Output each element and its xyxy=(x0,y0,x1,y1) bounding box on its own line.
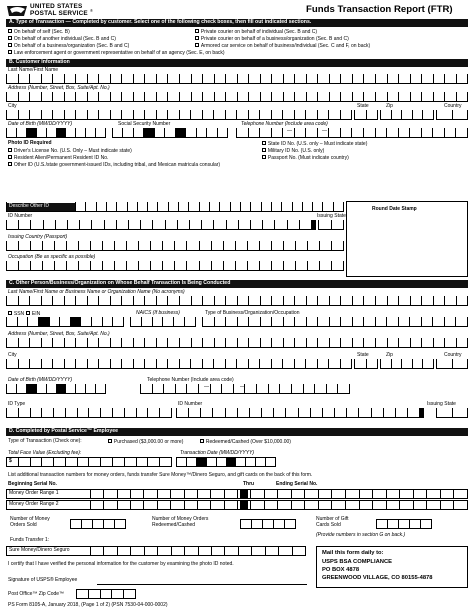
b-issuing-state-label: Issuing State xyxy=(317,213,346,219)
checkbox[interactable] xyxy=(200,439,204,443)
id-military[interactable]: Military ID No. (U.S. only) xyxy=(262,148,324,155)
form-title: Funds Transaction Report (FTR) xyxy=(306,4,453,15)
option-business[interactable]: On behalf of a business/organization (Sec. B and C) xyxy=(8,43,129,50)
b-address-field[interactable] xyxy=(6,92,468,102)
c-id-type-field[interactable] xyxy=(6,408,172,418)
b-state-field[interactable] xyxy=(354,110,378,120)
d-sure-money-label: Sure Money/Dinero Seguro xyxy=(9,547,70,553)
checkbox[interactable] xyxy=(8,311,12,315)
d-funds-transfer-label: Funds Transfer 1: xyxy=(10,537,50,543)
b-country-label: Country xyxy=(444,103,462,109)
c-telephone-separator: — xyxy=(240,384,245,390)
b-occupation-label: Occupation (Be as specific as possible) xyxy=(8,254,96,260)
c-business-type-field[interactable] xyxy=(202,317,468,327)
b-name-label: Last Name/First Name xyxy=(8,67,59,73)
c-ssn-ein-field[interactable] xyxy=(6,317,124,327)
d-mo-range1-label: Money Order Range 1 xyxy=(9,490,59,496)
d-gift-note: (Provide numbers in section G on back.) xyxy=(316,532,406,538)
c-name-label: Last Name/First Name or Business Name or Organization Name (No acronyms) xyxy=(8,289,185,295)
d-num-gift-label: Number of Gift Cards Sold xyxy=(316,516,349,528)
b-issuing-country-field[interactable] xyxy=(6,241,344,251)
c-telephone-field[interactable] xyxy=(140,384,350,394)
c-ssn-option[interactable]: SSN xyxy=(8,311,24,318)
id-state-id[interactable]: State ID No. (U.S. only – Must indicate state) xyxy=(262,141,367,148)
c-id-number-separator xyxy=(420,408,424,418)
c-issuing-state-label: Issuing State xyxy=(427,401,456,407)
checkbox[interactable] xyxy=(108,439,112,443)
c-id-number-field[interactable] xyxy=(176,408,420,418)
photo-id-required: Photo ID Required xyxy=(8,140,52,146)
c-naics-field[interactable] xyxy=(130,317,196,327)
c-telephone-separator: — xyxy=(204,384,209,390)
d-mo-range2-begin-field[interactable] xyxy=(90,500,238,510)
checkbox[interactable] xyxy=(262,148,266,152)
d-post-office-zip-field[interactable] xyxy=(76,589,136,599)
c-dob-label: Date of Birth (MM/DD/YYYY) xyxy=(8,377,73,383)
org-name-line1: UNITED STATES xyxy=(30,3,83,10)
d-mo-range2-end-field[interactable] xyxy=(250,500,468,510)
c-city-field[interactable] xyxy=(6,359,352,369)
d-thru-label: Thru xyxy=(243,481,255,487)
checkbox[interactable] xyxy=(8,148,12,152)
c-id-type-label: ID Type xyxy=(8,401,26,407)
c-id-number-label: ID Number xyxy=(178,401,203,407)
c-name-field[interactable] xyxy=(6,296,468,306)
c-business-type-label: Type of Business/Organization/Occupation xyxy=(205,310,300,316)
d-num-mo-sold-label: Number of Money Orders Sold xyxy=(10,516,50,528)
c-naics-label: NAICS (If business) xyxy=(136,310,180,316)
c-zip-field[interactable] xyxy=(380,359,434,369)
section-a-heading: A. Type of Transaction — Completed by customer. Select one of the following check boxes, then fill out indicated sections. xyxy=(6,19,468,27)
c-state-field[interactable] xyxy=(354,359,378,369)
d-signature-label: Signature of USPS® Employee xyxy=(8,577,78,583)
d-tx-type-label: Type of Transaction (Check one): xyxy=(8,438,82,444)
d-ending-serial-label: Ending Serial No. xyxy=(276,481,318,487)
section-d-heading: D. Completed by Postal Service™ Employee xyxy=(6,428,468,436)
checkbox[interactable] xyxy=(8,29,12,33)
d-num-mo-sold-field[interactable] xyxy=(70,519,126,529)
b-dob-label: Date of Birth (MM/DD/YYYY) xyxy=(8,121,73,127)
d-dollar-sign: $ xyxy=(9,458,12,464)
d-purchased-option[interactable]: Purchased ($3,000.00 or more) xyxy=(108,439,183,446)
round-date-stamp-label: Round Date Stamp xyxy=(372,206,417,212)
d-mo-range2-label: Money Order Range 2 xyxy=(9,501,59,507)
b-zip-field[interactable] xyxy=(380,110,434,120)
section-c-heading: C. Other Person/Business/Organization on Whose Behalf Transaction Is Being Conducted xyxy=(6,280,468,288)
mail-to-line3: GREENWOOD VILLAGE, CO 80155-4878 xyxy=(322,575,433,581)
d-num-mo-redeemed-field[interactable] xyxy=(240,519,296,529)
b-ssn-label: Social Security Number xyxy=(118,121,171,127)
d-num-mo-redeemed-label: Number of Money Orders Redeemed/Cashed xyxy=(152,516,209,528)
b-ssn-field[interactable] xyxy=(112,128,228,138)
c-ein-option[interactable]: EIN xyxy=(26,311,40,318)
describe-other-id-label: Describe Other ID xyxy=(9,203,50,209)
checkbox[interactable] xyxy=(195,36,199,40)
checkbox[interactable] xyxy=(8,162,12,166)
b-issuing-country-label: Issuing Country (Passport) xyxy=(8,234,68,240)
option-self[interactable]: On behalf of self (Sec. B) xyxy=(8,29,70,36)
d-post-office-zip-label: Post Office™ Zip Code™ xyxy=(8,591,65,597)
option-courier-individual[interactable]: Private courier on behalf of individual (Sec. B and C) xyxy=(195,29,317,36)
option-armored-car[interactable]: Armored car service on behalf of business/individual (Sec. C and F, on back) xyxy=(195,43,370,50)
d-sure-money-field[interactable] xyxy=(90,546,306,556)
d-total-face-value-label: Total Face Value (Excluding fee): xyxy=(8,450,82,456)
b-issuing-state-field[interactable] xyxy=(318,220,344,230)
d-beginning-serial-label: Beginning Serial No. xyxy=(8,481,57,487)
b-telephone-separator: — xyxy=(322,128,327,134)
mail-to-line1: USPS BSA COMPLIANCE xyxy=(322,559,392,565)
b-id-number-label: ID Number xyxy=(8,213,33,219)
b-id-number-field[interactable] xyxy=(6,220,312,230)
c-dob-field[interactable] xyxy=(6,384,106,394)
b-state-label: State xyxy=(357,103,369,109)
trademark-mark: ® xyxy=(90,8,93,13)
checkbox[interactable] xyxy=(8,36,12,40)
b-country-field[interactable] xyxy=(436,110,468,120)
eagle-logo-icon xyxy=(6,4,28,18)
c-address-label: Address (Number, Street, Box, Suite/Apt. No.) xyxy=(8,331,110,337)
c-zip-label: Zip xyxy=(386,352,393,358)
checkbox[interactable] xyxy=(195,29,199,33)
id-resident-alien[interactable]: Resident Alien/Permanent Resident ID No. xyxy=(8,155,108,162)
b-id-number-separator xyxy=(312,220,316,230)
c-country-field[interactable] xyxy=(436,359,468,369)
option-courier-business[interactable]: Private courier on behalf of a business/organization (Sec. B and C) xyxy=(195,36,349,43)
option-law-enforcement[interactable]: Law enforcement agent or government representative on behalf of an agency (Sec. E, on back) xyxy=(8,50,225,57)
c-address-field[interactable] xyxy=(6,338,468,348)
id-passport[interactable]: Passport No. (Must indicate country) xyxy=(262,155,349,162)
b-city-field[interactable] xyxy=(6,110,352,120)
id-other[interactable]: Other ID (U.S./state government-issued IDs, including tribal, and Mexican matricula consular) xyxy=(8,162,220,169)
b-telephone-label: Telephone Number (Include area code) xyxy=(241,121,328,127)
d-mo-range1-begin-field[interactable] xyxy=(90,489,238,499)
d-certify-text: I certify that I have verified the personal information for the customer by examining the photo ID noted. xyxy=(8,561,234,567)
option-another-individual[interactable]: On behalf of another individual (Sec. B and C) xyxy=(8,36,116,43)
b-dob-field[interactable] xyxy=(6,128,106,138)
d-total-face-value-field[interactable] xyxy=(6,457,172,467)
checkbox[interactable] xyxy=(8,50,12,54)
form-footer: PS Form 8105-A, January 2018, (Page 1 of 2) (PSN 7530-04-000-0002) xyxy=(8,602,168,608)
c-telephone-label: Telephone Number (Include area code) xyxy=(147,377,234,383)
d-transaction-date-label: Transaction Date (MM/DD/YYYY) xyxy=(180,450,255,456)
checkbox[interactable] xyxy=(195,43,199,47)
checkbox[interactable] xyxy=(8,155,12,159)
d-range1-thru-divider xyxy=(240,489,248,499)
b-occupation-field[interactable] xyxy=(6,261,344,271)
checkbox[interactable] xyxy=(8,43,12,47)
d-redeemed-option[interactable]: Redeemed/Cashed (Over $10,000.00) xyxy=(200,439,291,446)
checkbox[interactable] xyxy=(26,311,30,315)
d-range2-thru-divider xyxy=(240,500,248,510)
b-name-field[interactable] xyxy=(6,74,468,84)
checkbox[interactable] xyxy=(262,155,266,159)
d-num-gift-field[interactable] xyxy=(376,519,432,529)
c-country-label: Country xyxy=(444,352,462,358)
d-signature-line[interactable] xyxy=(97,584,307,585)
b-telephone-separator: — xyxy=(287,128,292,134)
b-zip-label: Zip xyxy=(386,103,393,109)
d-transaction-date-field[interactable] xyxy=(176,457,276,467)
b-telephone-field[interactable] xyxy=(236,128,468,138)
c-issuing-state-field[interactable] xyxy=(436,408,468,418)
usps-logo xyxy=(6,3,126,19)
section-b-heading: B. Customer Information xyxy=(6,59,468,67)
d-mo-range1-end-field[interactable] xyxy=(250,489,468,499)
checkbox[interactable] xyxy=(262,141,266,145)
mail-to-line2: PO BOX 4878 xyxy=(322,567,360,573)
c-city-label: City xyxy=(8,352,17,358)
org-name-line2: POSTAL SERVICE xyxy=(30,10,88,17)
mail-to-title: Mail this form daily to: xyxy=(322,550,384,556)
b-address-label: Address (Number, Street, Box, Suite/Apt. No.) xyxy=(8,85,110,91)
b-city-label: City xyxy=(8,103,17,109)
d-list-text: List additional transaction numbers for money orders, funds transfer Sure Money™/Dinero Seguro, and gift cards on the back of this form. xyxy=(8,472,313,478)
c-state-label: State xyxy=(357,352,369,358)
id-drivers-license[interactable]: Driver's License No. (U.S. Only – Must indicate state) xyxy=(8,148,132,155)
describe-other-id-field[interactable] xyxy=(6,202,344,212)
